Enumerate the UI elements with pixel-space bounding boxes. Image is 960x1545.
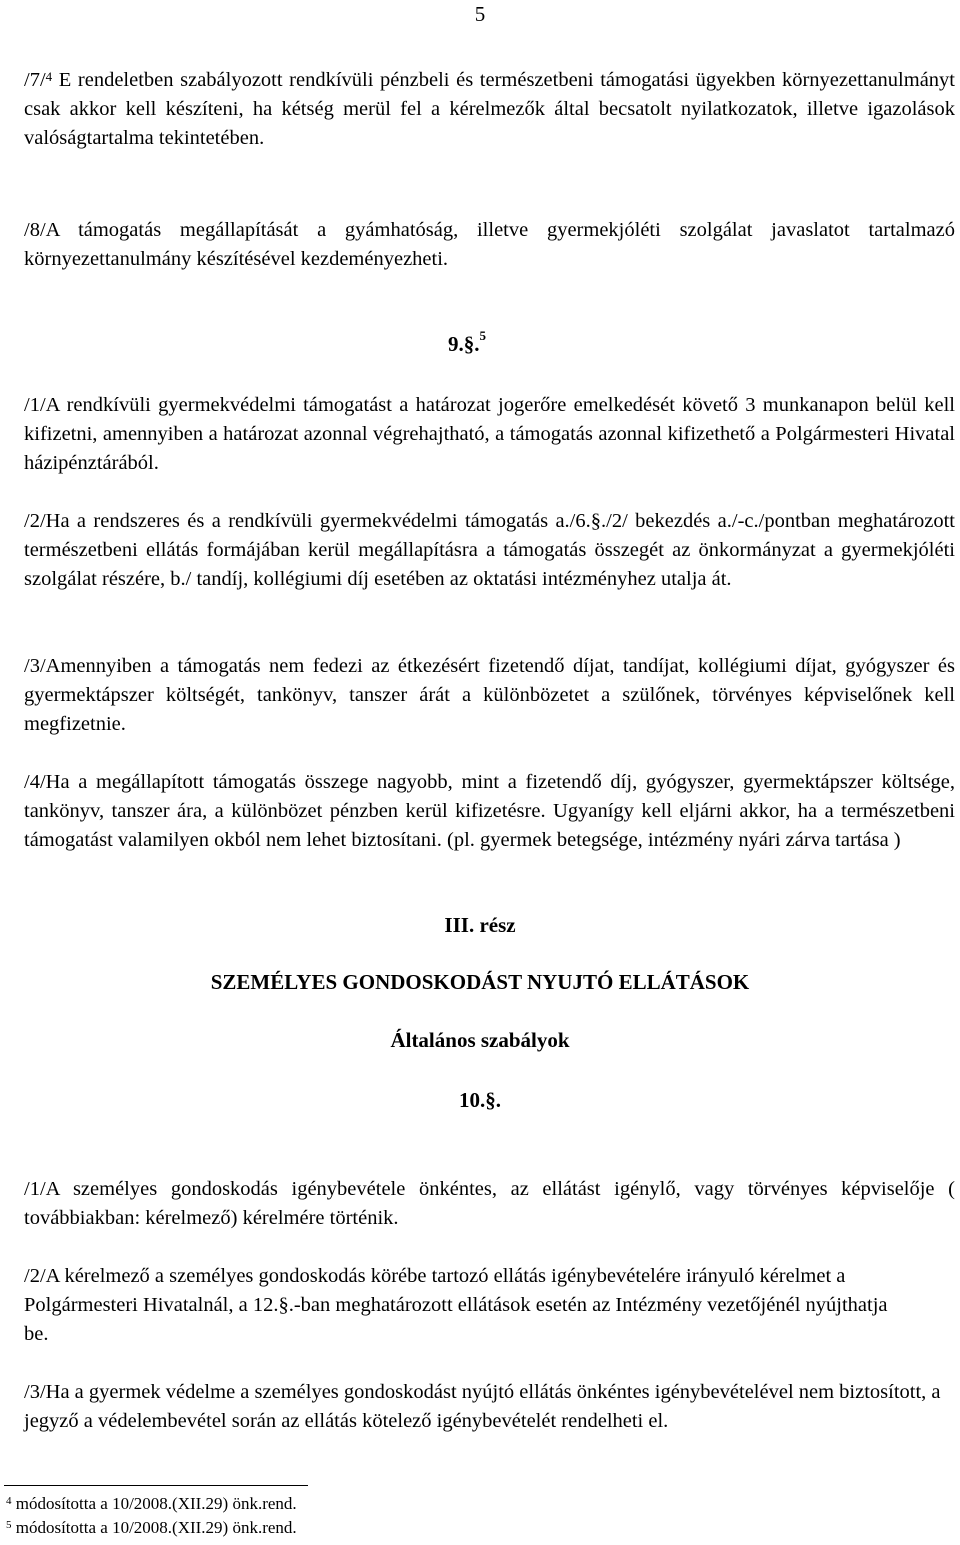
section-10-paragraph-2: /2/A kérelmező a személyes gondoskodás körébe tartozó ellátás igénybevételére irányuló kérelmet a Polgármesteri Hivatalnál, a 12.§.-ban meghatározott ellátások esetén az Intézmény vezetőjénél nyújthatja be. bbox=[24, 1265, 888, 1345]
section-9-paragraph-4: /4/Ha a megállapított támogatás összege nagyobb, mint a fizetendő díj, gyógyszer, gyermektápszer költsége, tankönyv, tanszer ára, a különbözet pénzben kerül kifizetésre. Ugyanígy kell eljárni akkor, ha a természetbeni támogatást valamilyen okból nem lehet biztosítani. (pl. gyermek betegsége, intézmény nyári zárva tartása ) bbox=[24, 771, 955, 851]
footnote-divider bbox=[4, 1485, 308, 1486]
footnote-4-text: módosította a 10/2008.(XII.29) önk.rend. bbox=[15, 1494, 297, 1513]
section-10-heading: 10.§. bbox=[459, 1088, 501, 1112]
paragraph-7-text: E rendeletben szabályozott rendkívüli pénzbeli és természetbeni támogatási ügyekben környezettanulmányt csak akkor kell készíteni, ha kétség merül fel a kérelmezők által becsatolt nyilatkozatok, illetve igazolások valóságtartalma tekintetében. bbox=[24, 69, 955, 149]
footnote-4 bbox=[6, 1494, 297, 1514]
paragraph-8: /8/A támogatás megállapítását a gyámhatóság, illetve gyermekjóléti szolgálat javaslatot tartalmazó környezettanulmány készítésével kezdeményezheti. bbox=[24, 219, 955, 270]
paragraph-7 bbox=[24, 66, 955, 153]
section-10-paragraph-3: /3/Ha a gyermek védelme a személyes gondoskodást nyújtó ellátás önkéntes igénybevételével nem biztosított, a jegyző a védelembevétel során az ellátás kötelező igénybevételét rendelheti el. bbox=[24, 1381, 941, 1432]
footnote-5 bbox=[6, 1518, 297, 1538]
part-3-title: SZEMÉLYES GONDOSKODÁST NYUJTÓ ELLÁTÁSOK bbox=[210, 970, 750, 994]
section-9-paragraph-3: /3/Amennyiben a támogatás nem fedezi az étkezésért fizetendő díjat, tandíjat, kollégiumi díjat, gyógyszer és gyermektápszer költségét, tankönyv, tanszer árát a különbözetet a szülőnek, törvényes képviselőnek kell megfizetnie. bbox=[24, 655, 955, 735]
footnote-5-text: módosította a 10/2008.(XII.29) önk.rend. bbox=[15, 1518, 297, 1537]
footnote-4-number: 4 bbox=[6, 1495, 12, 1507]
general-rules-heading: Általános szabályok bbox=[390, 1028, 570, 1052]
footnote-ref-5: 5 bbox=[479, 328, 486, 343]
page-number: 5 bbox=[474, 2, 486, 26]
section-9-paragraph-2: /2/Ha a rendszeres és a rendkívüli gyermekvédelmi támogatás a./6.§./2/ bekezdés a./-c./pontban meghatározott természetbeni ellátás formájában kerül megállapításra a támogatás összegét az önkormányzat a gyermekjóléti szolgálat részére, b./ tandíj, kollégiumi díj esetében az oktatási intézményhez utalja át. bbox=[24, 510, 955, 590]
section-9-heading bbox=[448, 328, 486, 357]
section-10-paragraph-1: /1/A személyes gondoskodás igénybevétele önkéntes, az ellátást igénylő, vagy törvényes képviselője ( továbbiakban: kérelmező) kérelmére történik. bbox=[24, 1178, 955, 1229]
section-9-label: 9.§. bbox=[448, 332, 480, 356]
part-3-heading: III. rész bbox=[444, 913, 516, 937]
paragraph-7-prefix: /7/ bbox=[24, 69, 46, 91]
section-9-paragraph-1: /1/A rendkívüli gyermekvédelmi támogatást a határozat jogerőre emelkedését követő 3 munkanapon belül kell kifizetni, amennyiben a határozat azonnal végrehajtható, a támogatás azonnal kifizethető a Polgármesteri Hivatal házipénztárából. bbox=[24, 394, 955, 474]
footnote-5-number: 5 bbox=[6, 1519, 12, 1531]
footnote-ref-4: 4 bbox=[45, 69, 53, 84]
